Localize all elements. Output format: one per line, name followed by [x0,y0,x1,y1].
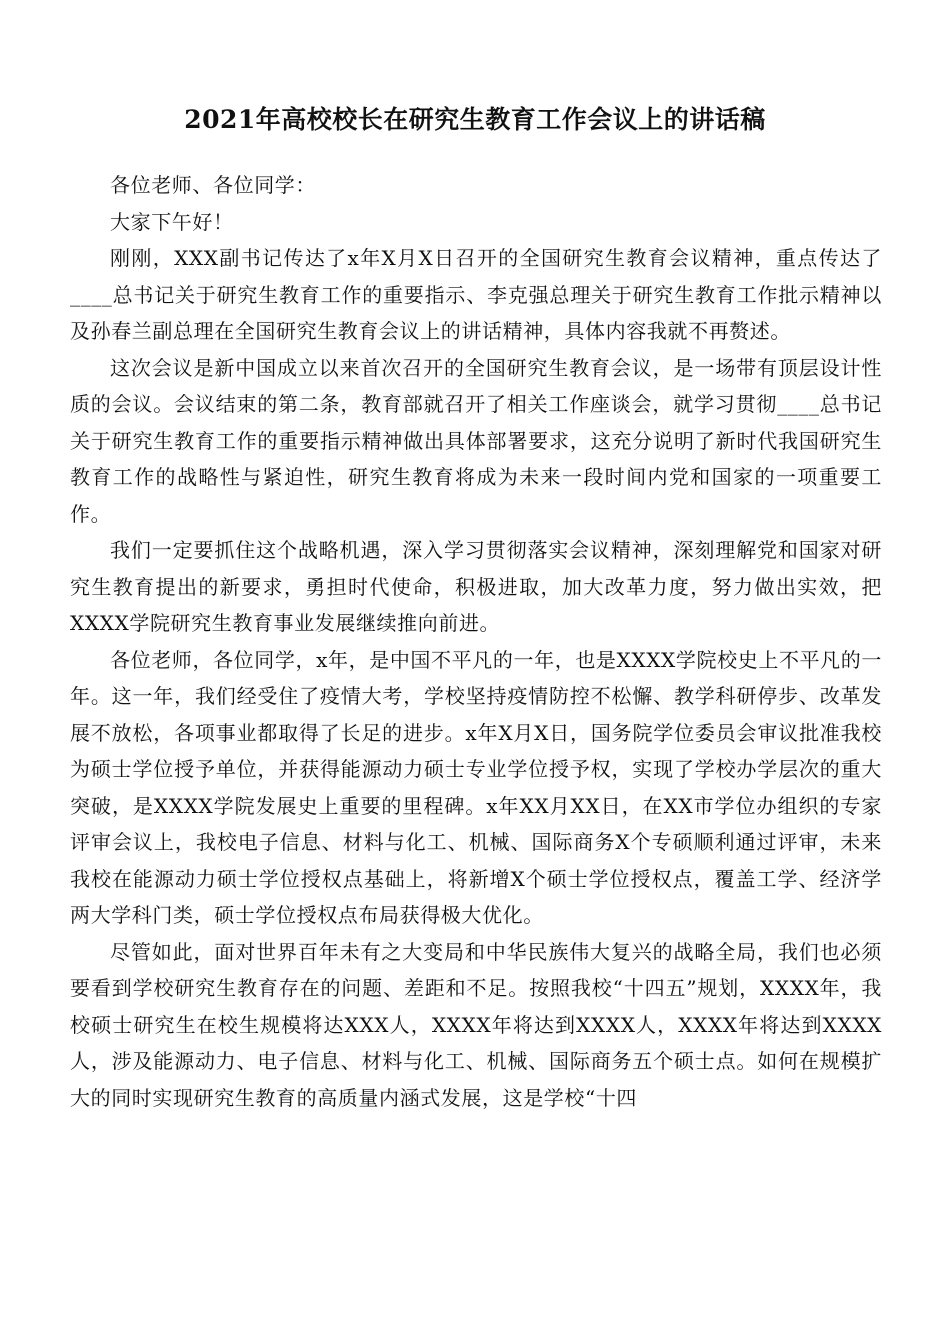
body-paragraph: 我们一定要抓住这个战略机遇，深入学习贯彻落实会议精神，深刻理解党和国家对研究生教育提出的新要求，勇担时代使命，积极进取，加大改革力度，努力做出实效，把XXXX学院研究生教育事业发展继续推向前进。 [70,538,882,635]
salutation-paragraph: 各位老师、各位同学： [110,173,316,197]
body-paragraph: 尽管如此，面对世界百年未有之大变局和中华民族伟大复兴的战略全局，我们也必须要看到学校研究生教育存在的问题、差距和不足。按照我校“十四五”规划，XXXX年，我校硕士研究生在校生规模将达XXX人，XXXX年将达到XXXX人，XXXX年将达到XXXX人，涉及能源动力、电子信息、材料与化工、机械、国际商务五个硕士点。如何在规模扩大的同时实现研究生教育的高质量内涵式发展，这是学校“十四 [70,939,882,1110]
greeting-paragraph: 大家下午好！ [110,209,234,234]
body-paragraph: 这次会议是新中国成立以来首次召开的全国研究生教育会议，是一场带有顶层设计性质的会议。会议结束的第二条，教育部就召开了相关工作座谈会，就学习贯彻____总书记关于研究生教育工作的重要指示精神做出具体部署要求，这充分说明了新时代我国研究生教育工作的战略性与紧迫性，研究生教育将成为未来一段时间内党和国家的一项重要工作。 [70,355,882,526]
document-body [70,167,882,1116]
body-paragraph: 各位老师，各位同学，x年，是中国不平凡的一年，也是XXXX学院校史上不平凡的一年。这一年，我们经受住了疫情大考，学校坚持疫情防控不松懈、教学科研停步、改革发展不放松，各项事业都取得了长足的进步。x年X月X日，国务院学位委员会审议批准我校为硕士学位授予单位，并获得能源动力硕士专业学位授予权，实现了学校办学层次的重大突破，是XXXX学院发展史上重要的里程碑。x年XX月XX日，在XX市学位办组织的专家评审会议上，我校电子信息、材料与化工、机械、国际商务X个专硕顺利通过评审，未来我校在能源动力硕士学位授权点基础上，将新增X个硕士学位授权点，覆盖工学、经济学两大学科门类，硕士学位授权点布局获得极大优化。 [70,647,882,927]
body-paragraph: 刚刚，XXX副书记传达了x年X月X日召开的全国研究生教育会议精神，重点传达了____总书记关于研究生教育工作的重要指示、李克强总理关于研究生教育工作批示精神以及孙春兰副总理在全国研究生教育会议上的讲话精神，具体内容我就不再赘述。 [70,246,882,343]
document-title: 2021年高校校长在研究生教育工作会议上的讲话稿 [184,105,766,134]
